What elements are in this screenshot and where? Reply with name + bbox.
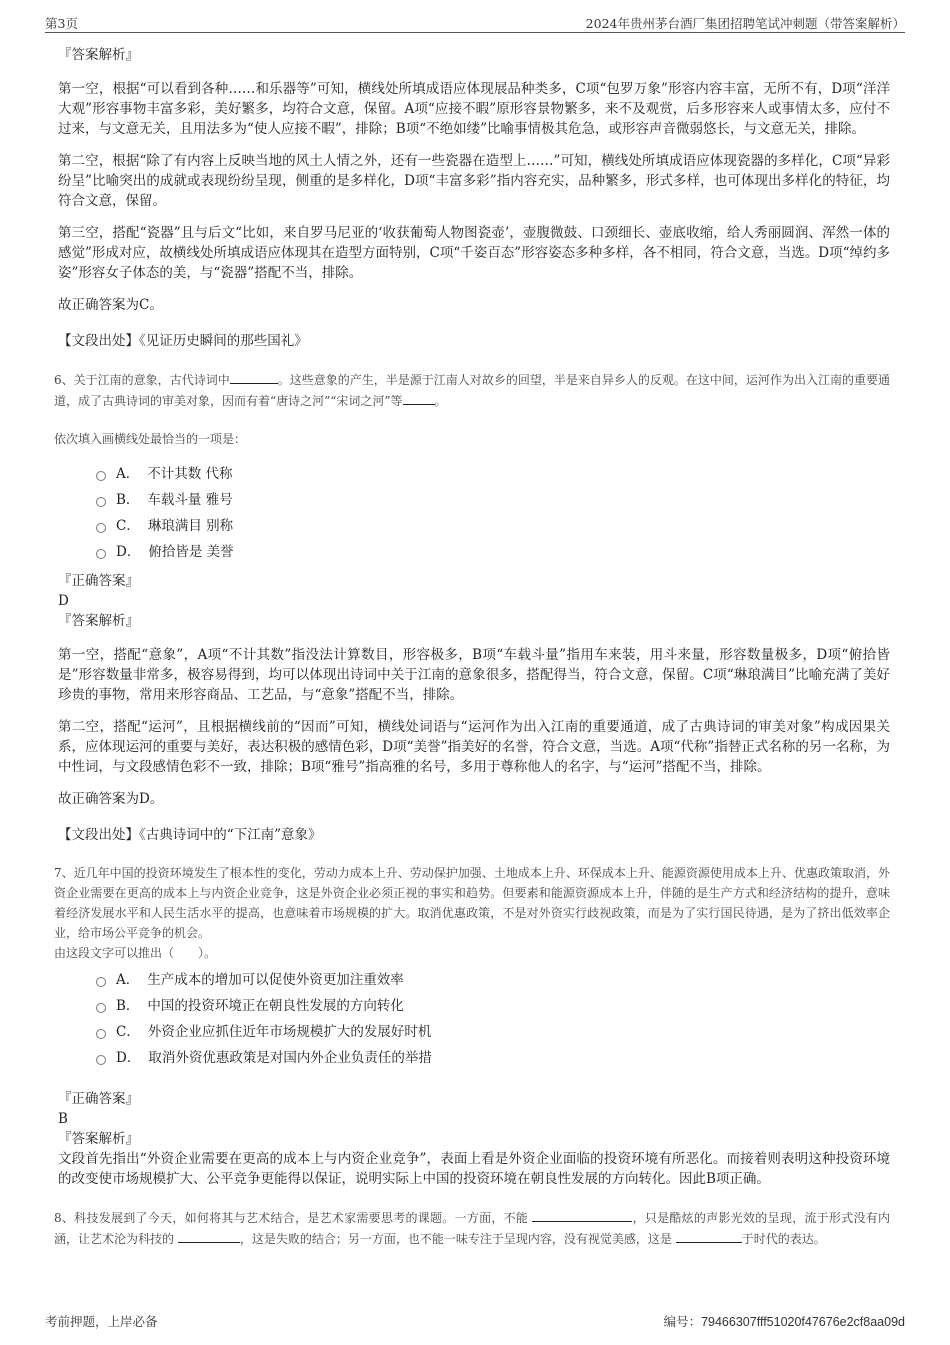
q5-analysis-p2: 第二空，根据“除了有内容上反映当地的风土人情之外，还有一些瓷器在造型上……”可知，横线处所填成语应体现瓷器的多样化，C项“异彩纷呈”比喻突出的成就或表现纷纷呈现，侧重的是多样化，D项“丰富多彩”指内容充实，品种繁多，形式多样，也可体现出多样化的特征，均符合文意，保留。 xyxy=(58,153,890,209)
q6-source: 【文段出处】《古典诗词中的“下江南”意象》 xyxy=(58,827,322,843)
q6-question: 6、关于江南的意象，古代诗词中 。这些意象的产生，半是源于江南人对故乡的回望，半是来自异乡人的反观。在这中间，运河作为出入江南的重要通道，成了古典诗词的审美对象，因而有着“唐诗之河”“宋词之河”等 。 xyxy=(54,369,890,411)
q6-option-c[interactable]: C． 琳琅满目 别称 xyxy=(96,513,890,539)
document-title: 2024年贵州茅台酒厂集团招聘笔试冲刺题（带答案解析） xyxy=(585,16,905,31)
q5-analysis-p3: 第三空，搭配“瓷器”且与后文“比如，来自罗马尼亚的‘收获葡萄人物图瓷壶’，壶腹微鼓、口颈细长、壶底收缩，给人秀丽圆润、浑然一体的感觉”形成对应，故横线处所填成语应体现其在造型方面特别，C项“千姿百态”形容姿态多种多样，各不相同，符合文意，当选。D项“绰约多姿”形容女子体态的美，与“瓷器”搭配不当，排除。 xyxy=(58,225,890,281)
correct-answer-label: 『正确答案』 xyxy=(58,573,139,589)
answer-blank xyxy=(403,390,435,405)
q7-analysis: 文段首先指出“外资企业需要在更高的成本上与内资企业竞争”，表面上看是外资企业面临的投资环境有所恶化。而接着则表明这种投资环境的改变使市场规模扩大、公平竞争更能得以保证，说明实际上中国的投资环境在朝良性发展的方向转化。因此B项正确。 xyxy=(58,1151,890,1187)
q8-question: 8、科技发展到了今天，如何将其与艺术结合，是艺术家需要思考的课题。一方面，不能 ，只是酷炫的声影光效的呈现，流于形式没有内涵，让艺术沦为科技的 ，这是失败的结合；另一方面，也不能一味专注于呈现内容，没有视觉美感，这是 于时代的表达。 xyxy=(54,1207,890,1249)
radio-icon[interactable] xyxy=(96,977,106,987)
q7-prompt: 由这段文字可以推出（ ）。 xyxy=(54,946,217,960)
radio-icon[interactable] xyxy=(96,471,106,481)
radio-icon[interactable] xyxy=(96,1055,106,1065)
radio-icon[interactable] xyxy=(96,497,106,507)
analysis-label: 『答案解析』 xyxy=(58,613,139,629)
q6-conclusion: 故正确答案为D。 xyxy=(58,791,164,807)
q6-option-d[interactable]: D． 俯拾皆是 美誉 xyxy=(96,539,890,565)
q7-correct-answer: B xyxy=(58,1111,68,1127)
answer-blank xyxy=(676,1228,742,1243)
radio-icon[interactable] xyxy=(96,523,106,533)
footer-slogan: 考前押题，上岸必备 xyxy=(45,1314,158,1329)
analysis-label: 『答案解析』 xyxy=(58,1131,139,1147)
q6-options xyxy=(96,461,890,565)
q7-option-a[interactable]: A． 生产成本的增加可以促使外资更加注重效率 xyxy=(96,967,890,993)
q5-analysis-p1: 第一空，根据“可以看到各种……和乐器等”可知，横线处所填成语应体现展品种类多，C项“包罗万象”形容内容丰富，无所不有，D项“洋洋大观”形容事物丰富多彩，美好繁多，均符合文意，保留。A项“应接不暇”原形容景物繁多，来不及观赏，后多形容来人或事情太多，应付不过来，与文意无关，且用法多为“使人应接不暇”，排除；B项“不绝如缕”比喻事情极其危急，或形容声音微弱悠长，与文意无关，排除。 xyxy=(58,81,890,137)
radio-icon[interactable] xyxy=(96,549,106,559)
q6-option-b[interactable]: B． 车载斗量 雅号 xyxy=(96,487,890,513)
answer-blank xyxy=(178,1228,240,1243)
q7-option-c[interactable]: C． 外资企业应抓住近年市场规模扩大的发展好时机 xyxy=(96,1019,890,1045)
document-code: 编号：79466307fff51020f47676e2cf8aa09d xyxy=(663,1314,905,1329)
q6-analysis-p1: 第一空，搭配“意象”，A项“不计其数”指没法计算数目，形容极多，B项“车载斗量”指用车来装，用斗来量，形容数量极多，D项“俯拾皆是”形容数量非常多，极容易得到，均可以体现出诗词中关于江南的意象很多，搭配得当，符合文意，保留。C项“琳琅满目”比喻充满了美好珍贵的事物，常用来形容商品、工艺品，与“意象”搭配不当，排除。 xyxy=(58,647,890,703)
q6-option-a[interactable]: A． 不计其数 代称 xyxy=(96,461,890,487)
page-header xyxy=(45,14,905,33)
answer-blank xyxy=(230,369,278,384)
page-content xyxy=(54,45,890,1249)
q6-analysis-p2: 第二空，搭配“运河”，且根据横线前的“因而”可知，横线处词语与“运河作为出入江南的重要通道，成了古典诗词的审美对象”构成因果关系，应体现运河的重要与美好，表达积极的感情色彩，D项“美誉”指美好的名誉，符合文意，当选。A项“代称”指替正式名称的另一名称，为中性词，与文段感情色彩不一致，排除；B项“雅号”指高雅的名号，多用于尊称他人的名字，与“运河”搭配不当，排除。 xyxy=(58,719,890,775)
q5-conclusion: 故正确答案为C。 xyxy=(58,297,163,313)
q7-options xyxy=(96,967,890,1071)
page-number: 第3页 xyxy=(45,16,78,31)
radio-icon[interactable] xyxy=(96,1003,106,1013)
analysis-label: 『答案解析』 xyxy=(58,47,139,63)
correct-answer-label: 『正确答案』 xyxy=(58,1091,139,1107)
answer-blank xyxy=(532,1207,632,1222)
q5-source: 【文段出处】《见证历史瞬间的那些国礼》 xyxy=(58,333,308,349)
page-footer xyxy=(45,1312,905,1330)
q6-correct-answer: D xyxy=(58,593,69,609)
q7-option-b[interactable]: B． 中国的投资环境正在朝良性发展的方向转化 xyxy=(96,993,890,1019)
q7-option-d[interactable]: D． 取消外资优惠政策是对国内外企业负责任的举措 xyxy=(96,1045,890,1071)
q7-question: 7、近几年中国的投资环境发生了根本性的变化，劳动力成本上升、劳动保护加强、土地成本上升、环保成本上升、能源资源使用成本上升、优惠政策取消，外资企业需要在更高的成本上与内资企业竞争，这是外资企业必须正视的事实和趋势。但要素和能源资源成本上升，伴随的是生产方式和经济结构的提升，意味着经济发展水平和人民生活水平的提高，也意味着市场规模的扩大。取消优惠政策，不是对外资实行歧视政策，而是为了实行国民待遇，是为了挤出低效率企业，给市场公平竞争的机会。 xyxy=(54,866,890,940)
radio-icon[interactable] xyxy=(96,1029,106,1039)
q6-prompt: 依次填入画横线处最恰当的一项是： xyxy=(54,432,247,446)
